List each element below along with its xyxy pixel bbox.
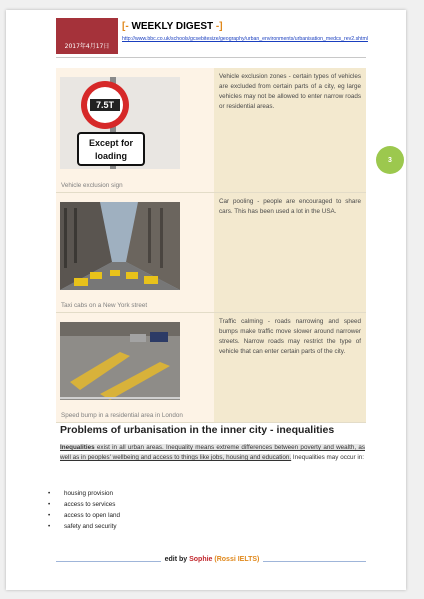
page-number-badge: 3: [376, 146, 404, 174]
image-caption: Taxi cabs on a New York street: [61, 301, 148, 309]
brand-name: (Rossi IELTS): [212, 556, 260, 563]
city-street-photo: [60, 202, 180, 290]
section-heading: Problems of urbanisation in the inner city - inequalities: [60, 424, 335, 436]
sign-plate-line2: loading: [95, 151, 127, 161]
traffic-sign-image: [60, 77, 180, 169]
description-cell: Vehicle exclusion zones - certain types of vehicles are excluded from certain parts of a city, eg large vehicles may not be allowed to enter narrow roads or residential areas.: [214, 68, 366, 192]
image-cell: [56, 68, 214, 192]
author-name: Sophie: [189, 556, 213, 563]
description-cell: Car pooling - people are encouraged to share cars. This has been used a lot in the USA.: [214, 192, 366, 312]
image-caption: Speed bump in a residential area in London: [61, 411, 183, 419]
table-row: [56, 192, 366, 312]
section-paragraph: Inequalities exist in all urban areas. Inequality means extreme differences between poverty and wealth, as well as in peoples' wellbeing and access to things like jobs, housing and education. Inequalities may occur in:: [60, 444, 365, 461]
inequality-list: [44, 488, 120, 532]
header-divider: [56, 57, 366, 58]
sign-plate-line1: Except for: [88, 138, 134, 148]
date-box: [56, 18, 118, 54]
date-text: 2017年4月17日: [64, 43, 110, 50]
content-table: [56, 68, 366, 423]
road-photo: [60, 322, 180, 400]
image-cell: [56, 312, 214, 422]
sign-weight-text: 7.5T: [95, 100, 115, 110]
source-link[interactable]: http://www.bbc.co.uk/schools/gcsebitesize/geography/urban_environments/urbanisation_medcs_rev2.shtml: [122, 36, 368, 42]
image-caption: Vehicle exclusion sign: [61, 181, 123, 189]
lead-word: Inequalities: [60, 444, 95, 451]
list-item: • safety and security: [44, 521, 120, 532]
image-cell: [56, 192, 214, 312]
table-row: [56, 312, 366, 422]
list-item: • access to open land: [44, 510, 120, 521]
list-item: • access to services: [44, 499, 120, 510]
page-title: [- WEEKLY DIGEST -]: [122, 21, 223, 32]
footer: edit by Sophie (Rossi IELTS): [0, 556, 424, 563]
description-cell: Traffic calming - roads narrowing and speed bumps make traffic move slower around narrower streets. Narrow roads may restrict the type of vehicle that can enter certain parts of the city.: [214, 312, 366, 422]
list-item: • housing provision: [44, 488, 120, 499]
table-row: [56, 68, 366, 192]
